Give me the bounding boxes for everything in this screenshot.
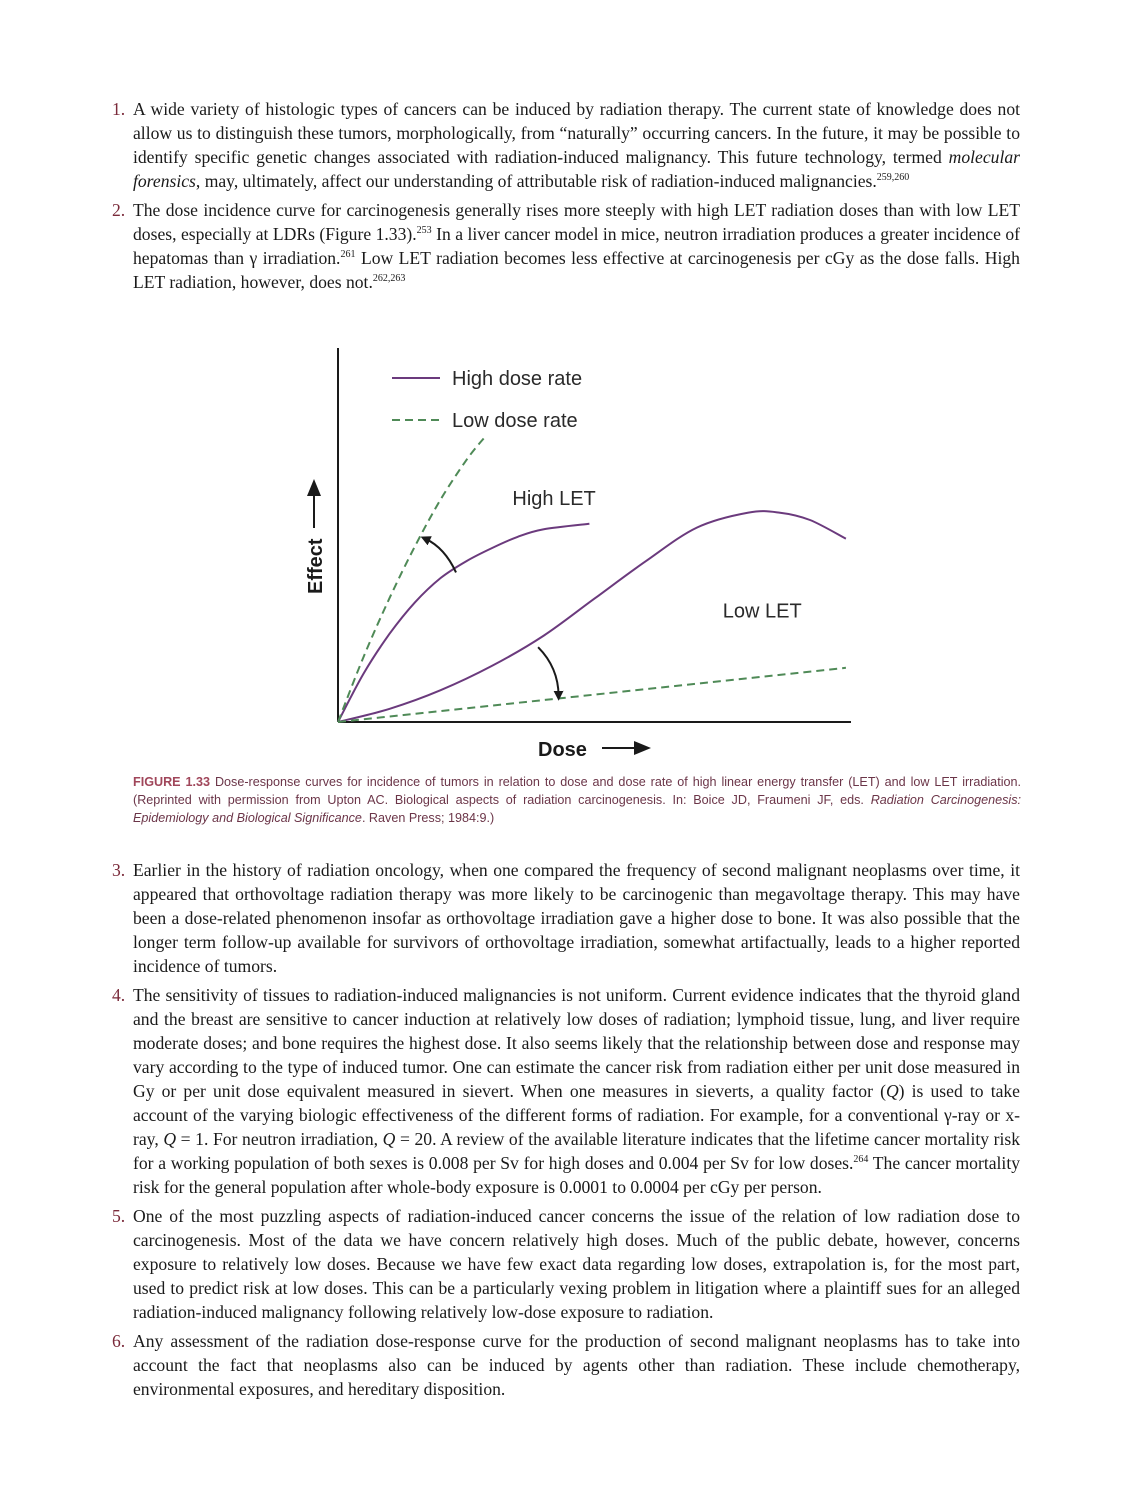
item-text: The cancer mortality risk for the general population after whole-body exposure is 0.0001 to 0.0004 per cGy per person. xyxy=(133,1153,1020,1197)
item-text: The dose incidence curve for carcinogenesis generally rises more steeply with high LET radiation doses than with low LET doses, especially at LDRs (Figure 1.33). xyxy=(133,200,1020,244)
annotation-high-let: High LET xyxy=(512,488,596,511)
series-line-low-let-low-dose-rate xyxy=(338,668,846,722)
figure-caption xyxy=(133,773,1021,827)
figure-label: FIGURE 1.33 xyxy=(133,775,211,789)
item-text: Any assessment of the radiation dose-response curve for the production of second malignant neoplasms has to take into account the fact that neoplasms also can be induced by agents other than radiation. These include chemotherapy, environmental exposures, and hereditary disposition. xyxy=(133,1331,1020,1399)
list-item-2 xyxy=(112,198,1020,294)
list-item-4 xyxy=(112,983,1020,1199)
figure-dose-response xyxy=(290,340,870,770)
y-axis-label: Effect xyxy=(305,538,327,594)
item-text: In a liver cancer model in mice, neutron irradiation produces a greater incidence of hepatomas than γ irradiation. xyxy=(133,224,1021,268)
legend-label-high-dose-rate: High dose rate xyxy=(452,368,583,390)
item-text: ) is used to take account of the varying biologic effectiveness of the different forms of radiation. For example, for a conventional γ-ray or x-ray, xyxy=(133,1081,1020,1149)
y-axis-arrow-icon xyxy=(307,479,321,528)
series-line-high-let-high-dose-rate xyxy=(338,524,589,722)
series-layer xyxy=(338,438,846,722)
x-axis-label: Dose xyxy=(538,739,587,761)
annotation-low-let: Low LET xyxy=(722,600,802,623)
item-text: Low LET radiation becomes less effective at carcinogenesis per cGy as the dose falls. High LET radiation, however, does not. xyxy=(133,248,1020,292)
legend-label-low-dose-rate: Low dose rate xyxy=(452,410,578,432)
caption-book-title: Radiation Carcinogenesis: Epidemiology and Biological Significance xyxy=(133,793,1022,825)
quality-factor-symbol: Q xyxy=(885,1081,899,1101)
shift-arrow-icon xyxy=(425,539,456,573)
item-text: Earlier in the history of radiation oncology, when one compared the frequency of second malignant neoplasms over time, it appeared that orthovoltage radiation therapy was more likely to be carcinogenic than megavoltage therapy. This may have been a dose-related phenomenon insofar as orthovoltage irradiation gave a higher dose to bone. It was also possible that the longer term follow-up available for survivors of orthovoltage irradiation, somewhat artifactually, leads to a higher reported incidence of tumors. xyxy=(133,860,1020,976)
numbered-list-top xyxy=(112,97,1020,294)
quality-factor-symbol: Q xyxy=(163,1129,177,1149)
reference-superscript: 261 xyxy=(340,249,356,260)
legend xyxy=(392,368,582,432)
caption-text: Dose-response curves for incidence of tumors in relation to dose and dose rate of high linear energy transfer (LET) and low LET irradiation. (Reprinted with permission from Upton AC. Biological aspects of radiation carcinogenesis. In: Boice JD, Fraumeni JF, eds. xyxy=(133,775,1021,807)
item-text: = 1. For neutron irradiation, xyxy=(176,1129,383,1149)
item-text: = 20. A review of the available literature indicates that the lifetime cancer mortality risk for a working population of both sexes is 0.008 per Sv for high doses and 0.004 per Sv for low doses. xyxy=(133,1129,1021,1173)
item-number: 4. xyxy=(112,985,126,1005)
caption-text: . Raven Press; 1984:9.) xyxy=(361,811,495,825)
item-text: , may, ultimately, affect our understanding of attributable risk of radiation-induced malignancies. xyxy=(195,171,877,191)
x-axis-arrow-icon xyxy=(602,741,651,755)
numbered-list-bottom xyxy=(112,858,1020,1401)
item-number: 2. xyxy=(112,200,126,220)
reference-superscript: 262,263 xyxy=(372,273,406,284)
item-number: 1. xyxy=(112,99,126,119)
annotation-layer xyxy=(425,488,801,696)
item-number: 3. xyxy=(112,860,126,880)
list-item-3 xyxy=(112,858,1020,978)
reference-superscript: 264 xyxy=(853,1154,869,1165)
dose-response-chart xyxy=(290,340,870,770)
item-text: The sensitivity of tissues to radiation-induced malignancies is not uniform. Current evidence indicates that the thyroid gland and the breast are sensitive to cancer induction at relatively low doses of radiation; lymphoid tissue, lung, and liver require moderate doses; and bone requires the highest dose. It also seems likely that the relationship between dose and response may vary according to the type of induced tumor. One can estimate the cancer risk from radiation either per unit dose measured in Gy or per unit dose equivalent measured in sievert. When one measures in sieverts, a quality factor ( xyxy=(133,985,1020,1101)
shift-arrow-icon xyxy=(538,647,559,696)
list-item-1 xyxy=(112,97,1020,193)
list-item-5 xyxy=(112,1204,1020,1324)
reference-superscript: 253 xyxy=(416,225,432,236)
list-item-6 xyxy=(112,1329,1020,1401)
item-text: A wide variety of histologic types of cancers can be induced by radiation therapy. The current state of knowledge does not allow us to distinguish these tumors, morphologically, from “naturally” occurring cancers. In the future, it may be possible to identify specific genetic changes associated with radiation-induced malignancy. This future technology, termed xyxy=(133,99,1020,167)
quality-factor-symbol: Q xyxy=(382,1129,396,1149)
item-italic-term: molecular forensics xyxy=(133,147,1020,191)
item-number: 6. xyxy=(112,1331,126,1351)
item-text: One of the most puzzling aspects of radiation-induced cancer concerns the issue of the relation of low radiation dose to carcinogenesis. Most of the data we have concern relatively high doses. Much of the public debate, however, concerns exposure to relatively low doses. Because we have few exact data regarding low doses, extrapolation is, for the most part, used to predict risk at low doses. This can be a particularly vexing problem in litigation where a plaintiff sues for an alleged radiation-induced malignancy following relatively low-dose exposure to radiation. xyxy=(133,1206,1020,1322)
item-number: 5. xyxy=(112,1206,126,1226)
reference-superscript: 259,260 xyxy=(876,172,910,183)
